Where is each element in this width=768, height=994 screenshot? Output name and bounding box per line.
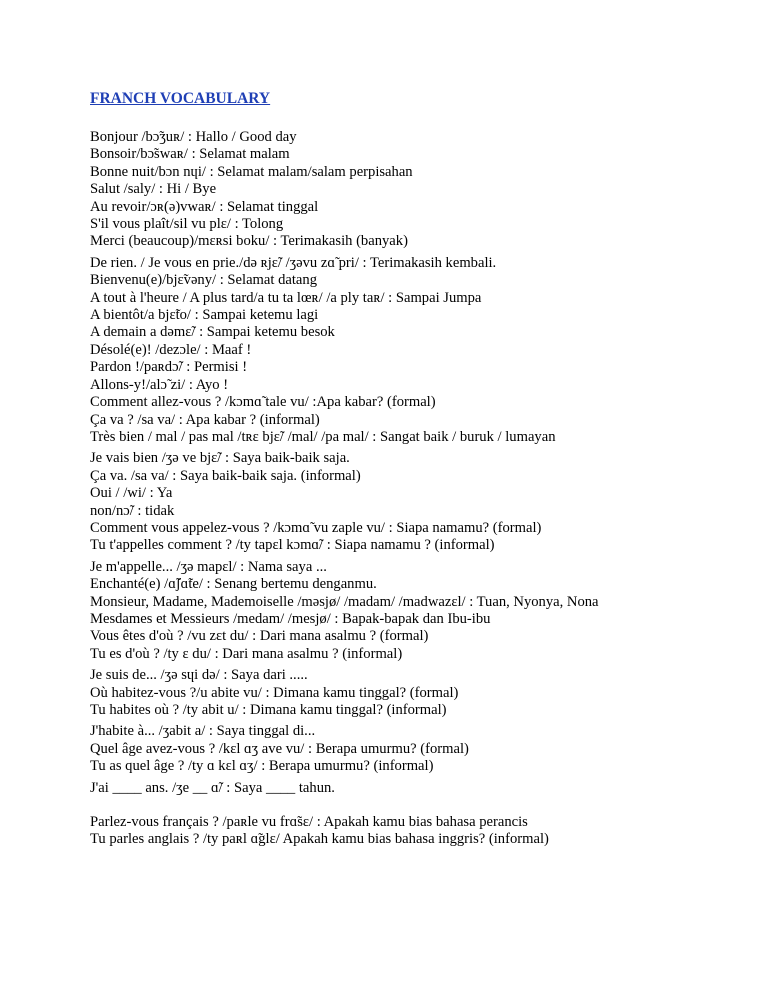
- vocab-line: Monsieur, Madame, Mademoiselle /məsjø/ /madam/ /madwazɛl/ : Tuan, Nyonya, Nona: [90, 593, 599, 610]
- vocab-group-greetings: [90, 129, 730, 251]
- vocab-line: S'il vous plaît/sil vu plɛ/ : Tolong: [90, 216, 284, 233]
- vocab-line: Je m'appelle... /ʒə mapɛl/ : Nama saya ...: [90, 558, 327, 575]
- vocab-line: Je suis de... /ʒə sɥi də/ : Saya dari .....: [90, 667, 308, 684]
- vocab-group-languages: [90, 814, 730, 849]
- vocab-line: Salut /saly/ : Hi / Bye: [90, 181, 217, 198]
- vocab-line: J'ai ____ ans. /ʒe __ ɑ̃/ : Saya ____ tahun.: [90, 779, 335, 796]
- vocab-line: Comment vous appelez-vous ? /kɔmɑ̃ vu zaple vu/ : Siapa namamu? (formal): [90, 519, 542, 536]
- vocab-line: Désolé(e)! /dezɔle/ : Maaf !: [90, 341, 252, 358]
- vocab-line: Tu t'appelles comment ? /ty tapɛl kɔmɑ̃/ : Siapa namamu ? (informal): [90, 537, 495, 554]
- vocab-line: Bonjour /bɔ̃ʒuʀ/ : Hallo / Good day: [90, 129, 297, 145]
- document-page: [90, 88, 730, 849]
- vocab-line: Comment allez-vous ? /kɔmɑ̃ tale vu/ :Apa kabar? (formal): [90, 394, 436, 411]
- vocab-line: A tout à l'heure / A plus tard/a tu ta lœʀ/ /a ply taʀ/ : Sampai Jumpa: [90, 289, 482, 306]
- vocab-group-age: [90, 723, 730, 775]
- document-title: FRANCH VOCABULARY: [90, 90, 271, 107]
- vocab-line: Pardon !/paʀdɔ̃/ : Permisi !: [90, 359, 248, 376]
- vocab-line: Ça va ? /sa va/ : Apa kabar ? (informal): [90, 411, 320, 428]
- vocab-line: A demain a dəmɛ̃/ : Sampai ketemu besok: [90, 324, 335, 341]
- vocab-line: Où habitez-vous ?/u abite vu/ : Dimana kamu tinggal? (formal): [90, 684, 459, 701]
- vocab-line: Ça va. /sa va/ : Saya baik-baik saja. (informal): [90, 467, 361, 484]
- vocab-line: Allons-y!/alɔ̃ zi/ : Ayo !: [90, 376, 229, 393]
- vocab-line: Merci (beaucoup)/mɛʀsi boku/ : Terimakasih (banyak): [90, 233, 408, 250]
- vocab-line: Bonne nuit/bɔn nɥi/ : Selamat malam/salam perpisahan: [90, 163, 413, 180]
- vocab-line: J'habite à... /ʒabit a/ : Saya tinggal di...: [90, 723, 316, 740]
- vocab-line: Tu as quel âge ? /ty ɑ kɛl ɑʒ/ : Berapa umurmu? (informal): [90, 758, 434, 775]
- vocab-line: Très bien / mal / pas mal /tʀɛ bjɛ̃/ /mal/ /pa mal/ : Sangat baik / buruk / lumayan: [90, 428, 556, 445]
- vocab-line: Bonsoir/bɔ̃swaʀ/ : Selamat malam: [90, 146, 290, 163]
- vocab-group-origin: [90, 667, 730, 719]
- vocab-line: A bientôt/a bjɛ̃to/ : Sampai ketemu lagi: [90, 307, 319, 324]
- vocab-line: Parlez-vous français ? /paʀle vu frɑ̃sɛ/ : Apakah kamu bias bahasa perancis: [90, 814, 528, 831]
- vocab-group-introductions: [90, 559, 730, 663]
- vocab-line: Tu habites où ? /ty abit u/ : Dimana kamu tinggal? (informal): [90, 702, 447, 718]
- vocab-line: Mesdames et Messieurs /medam/ /mesjø/ : Bapak-bapak dan Ibu-ibu: [90, 610, 491, 627]
- vocab-line: Bienvenu(e)/bjɛ̃vəny/ : Selamat datang: [90, 272, 317, 289]
- vocab-line: Au revoir/ɔʀ(ə)vwaʀ/ : Selamat tinggal: [90, 198, 319, 215]
- vocab-group-responses: [90, 255, 730, 446]
- vocab-line: Je vais bien /ʒə ve bjɛ̃/ : Saya baik-baik saja.: [90, 450, 350, 467]
- vocab-line: non/nɔ̃/ : tidak: [90, 502, 175, 519]
- vocab-group-wellbeing: [90, 450, 730, 554]
- vocab-line: Enchanté(e) /ɑ̃ʃɑ̃te/ : Senang bertemu denganmu.: [90, 576, 377, 593]
- vocab-line: Tu parles anglais ? /ty paʀl ɑ̃glɛ/ Apakah kamu bias bahasa inggris? (informal): [90, 831, 549, 848]
- vocab-line: Quel âge avez-vous ? /kɛl ɑʒ ave vu/ : Berapa umurmu? (formal): [90, 740, 469, 757]
- vocab-group-age-answer: [90, 780, 730, 797]
- vocab-line: De rien. / Je vous en prie./də ʀjɛ̃/ /ʒəvu zɑ̃ pri/ : Terimakasih kembali.: [90, 254, 497, 271]
- vocab-line: Vous êtes d'où ? /vu zɛt du/ : Dari mana asalmu ? (formal): [90, 628, 429, 645]
- vocab-line: Oui / /wi/ : Ya: [90, 485, 173, 502]
- vocab-line: Tu es d'où ? /ty ɛ du/ : Dari mana asalmu ? (informal): [90, 645, 403, 662]
